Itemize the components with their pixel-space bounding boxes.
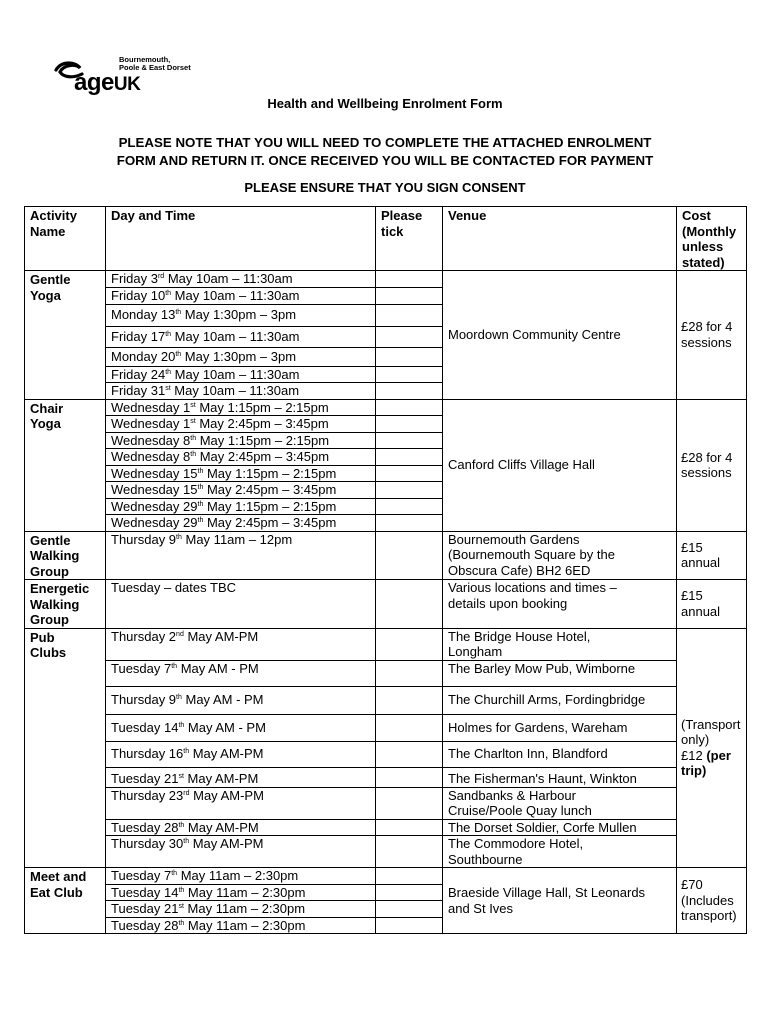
session-time: Wednesday 1st May 2:45pm – 3:45pm: [106, 416, 376, 433]
activity-chair-yoga: Chair Yoga: [25, 399, 106, 531]
tick-box[interactable]: [376, 787, 443, 819]
session-time: Tuesday 14th May 11am – 2:30pm: [106, 884, 376, 901]
tick-box[interactable]: [376, 884, 443, 901]
age-uk-logo: [54, 50, 204, 98]
notice-text: PLEASE NOTE THAT YOU WILL NEED TO COMPLETE THE ATTACHED ENROLMENT FORM AND RETURN IT. ONCE RECEIVED YOU WILL BE CONTACTED FOR PAYMENT: [116, 135, 654, 168]
tick-box[interactable]: [376, 432, 443, 449]
session-time: Wednesday 29th May 2:45pm – 3:45pm: [106, 515, 376, 532]
cost-cell: £70 (Includes transport): [677, 868, 747, 934]
tick-box[interactable]: [376, 836, 443, 868]
venue-cell: Sandbanks & Harbour Cruise/Poole Quay lunch: [443, 787, 677, 819]
tick-box[interactable]: [376, 819, 443, 836]
table-row: [25, 741, 747, 767]
session-time: Wednesday 15th May 1:15pm – 2:15pm: [106, 465, 376, 482]
table-row: [25, 271, 747, 288]
cost-cell: £15 annual: [677, 580, 747, 629]
tick-box[interactable]: [376, 498, 443, 515]
venue-cell: The Charlton Inn, Blandford: [443, 741, 677, 767]
session-time: Tuesday 28th May 11am – 2:30pm: [106, 917, 376, 934]
table-row: [25, 628, 747, 660]
table-row: [25, 399, 747, 416]
activity-pub-clubs: Pub Clubs: [25, 628, 106, 868]
tick-box[interactable]: [376, 917, 443, 934]
session-time: Tuesday 21st May AM-PM: [106, 767, 376, 787]
table-row: [25, 767, 747, 787]
venue-cell: The Barley Mow Pub, Wimborne: [443, 660, 677, 686]
session-time: Tuesday 21st May 11am – 2:30pm: [106, 901, 376, 918]
session-time: Thursday 16th May AM-PM: [106, 741, 376, 767]
table-row: [25, 686, 747, 714]
table-row: [25, 531, 747, 580]
session-time: Thursday 2nd May AM-PM: [106, 628, 376, 660]
session-time: Thursday 9th May AM - PM: [106, 686, 376, 714]
enrolment-table: [24, 206, 747, 934]
header-please-tick: Please tick: [376, 207, 443, 271]
tick-box[interactable]: [376, 580, 443, 629]
session-time: Tuesday 28th May AM-PM: [106, 819, 376, 836]
table-row: [25, 714, 747, 741]
venue-cell: The Commodore Hotel, Southbourne: [443, 836, 677, 868]
form-title: Health and Wellbeing Enrolment Form: [267, 96, 503, 111]
session-time: Wednesday 1st May 1:15pm – 2:15pm: [106, 399, 376, 416]
session-time: Thursday 23rd May AM-PM: [106, 787, 376, 819]
table-row: [25, 868, 747, 885]
tick-box[interactable]: [376, 287, 443, 304]
activity-meet-and-eat-club: Meet and Eat Club: [25, 868, 106, 934]
venue-cell: The Dorset Soldier, Corfe Mullen: [443, 819, 677, 836]
activity-gentle-walking-group: Gentle Walking Group: [25, 531, 106, 580]
session-time: Wednesday 8th May 2:45pm – 3:45pm: [106, 449, 376, 466]
venue-cell: Braeside Village Hall, St Leonards and St Ives: [443, 868, 677, 934]
tick-box[interactable]: [376, 660, 443, 686]
tick-box[interactable]: [376, 416, 443, 433]
table-row: [25, 819, 747, 836]
venue-cell: Moordown Community Centre: [443, 271, 677, 400]
tick-box[interactable]: [376, 628, 443, 660]
table-row: [25, 660, 747, 686]
header-cost: Cost (Monthly unless stated): [677, 207, 747, 271]
tick-box[interactable]: [376, 304, 443, 326]
logo-org-name: Bournemouth, Poole & East Dorset: [119, 55, 191, 72]
cost-cell: (Transport only) £12 (per trip): [677, 628, 747, 868]
venue-cell: The Fisherman's Haunt, Winkton: [443, 767, 677, 787]
tick-box[interactable]: [376, 741, 443, 767]
tick-box[interactable]: [376, 366, 443, 383]
venue-cell: Canford Cliffs Village Hall: [443, 399, 677, 531]
tick-box[interactable]: [376, 449, 443, 466]
tick-box[interactable]: [376, 465, 443, 482]
session-time: Tuesday 14th May AM - PM: [106, 714, 376, 741]
tick-box[interactable]: [376, 515, 443, 532]
session-time: Thursday 30th May AM-PM: [106, 836, 376, 868]
venue-cell: The Bridge House Hotel, Longham: [443, 628, 677, 660]
tick-box[interactable]: [376, 399, 443, 416]
venue-cell: Bournemouth Gardens (Bournemouth Square by the Obscura Cafe) BH2 6ED: [443, 531, 677, 580]
session-time: Wednesday 29th May 1:15pm – 2:15pm: [106, 498, 376, 515]
session-time: Friday 24th May 10am – 11:30am: [106, 366, 376, 383]
session-time: Thursday 9th May 11am – 12pm: [106, 531, 376, 580]
venue-cell: Various locations and times – details upon booking: [443, 580, 677, 629]
tick-box[interactable]: [376, 326, 443, 347]
cost-cell: £28 for 4 sessions: [677, 399, 747, 531]
logo-brand: ageUK: [74, 69, 141, 96]
activity-energetic-walking-group: Energetic Walking Group: [25, 580, 106, 629]
session-time: Monday 20th May 1:30pm – 3pm: [106, 347, 376, 366]
session-time: Monday 13th May 1:30pm – 3pm: [106, 304, 376, 326]
table-row: [25, 836, 747, 868]
session-time: Tuesday – dates TBC: [106, 580, 376, 629]
session-time: Friday 10th May 10am – 11:30am: [106, 287, 376, 304]
tick-box[interactable]: [376, 868, 443, 885]
table-row: [25, 787, 747, 819]
session-time: Wednesday 15th May 2:45pm – 3:45pm: [106, 482, 376, 499]
header-venue: Venue: [443, 207, 677, 271]
venue-cell: The Churchill Arms, Fordingbridge: [443, 686, 677, 714]
tick-box[interactable]: [376, 531, 443, 580]
tick-box[interactable]: [376, 901, 443, 918]
activity-gentle-yoga: Gentle Yoga: [25, 271, 106, 400]
cost-cell: £28 for 4 sessions: [677, 271, 747, 400]
tick-box[interactable]: [376, 482, 443, 499]
tick-box[interactable]: [376, 383, 443, 400]
header-activity: Activity Name: [25, 207, 106, 271]
header-day-time: Day and Time: [106, 207, 376, 271]
session-time: Friday 17th May 10am – 11:30am: [106, 326, 376, 347]
tick-box[interactable]: [376, 767, 443, 787]
tick-box[interactable]: [376, 714, 443, 741]
tick-box[interactable]: [376, 686, 443, 714]
session-time: Wednesday 8th May 1:15pm – 2:15pm: [106, 432, 376, 449]
session-time: Friday 31st May 10am – 11:30am: [106, 383, 376, 400]
cost-cell: £15 annual: [677, 531, 747, 580]
session-time: Tuesday 7th May AM - PM: [106, 660, 376, 686]
tick-box[interactable]: [376, 271, 443, 288]
tick-box[interactable]: [376, 347, 443, 366]
consent-reminder: PLEASE ENSURE THAT YOU SIGN CONSENT: [244, 180, 526, 195]
table-row: [25, 580, 747, 629]
header-row: [25, 207, 747, 271]
session-time: Tuesday 7th May 11am – 2:30pm: [106, 868, 376, 885]
venue-cell: Holmes for Gardens, Wareham: [443, 714, 677, 741]
session-time: Friday 3rd May 10am – 11:30am: [106, 271, 376, 288]
